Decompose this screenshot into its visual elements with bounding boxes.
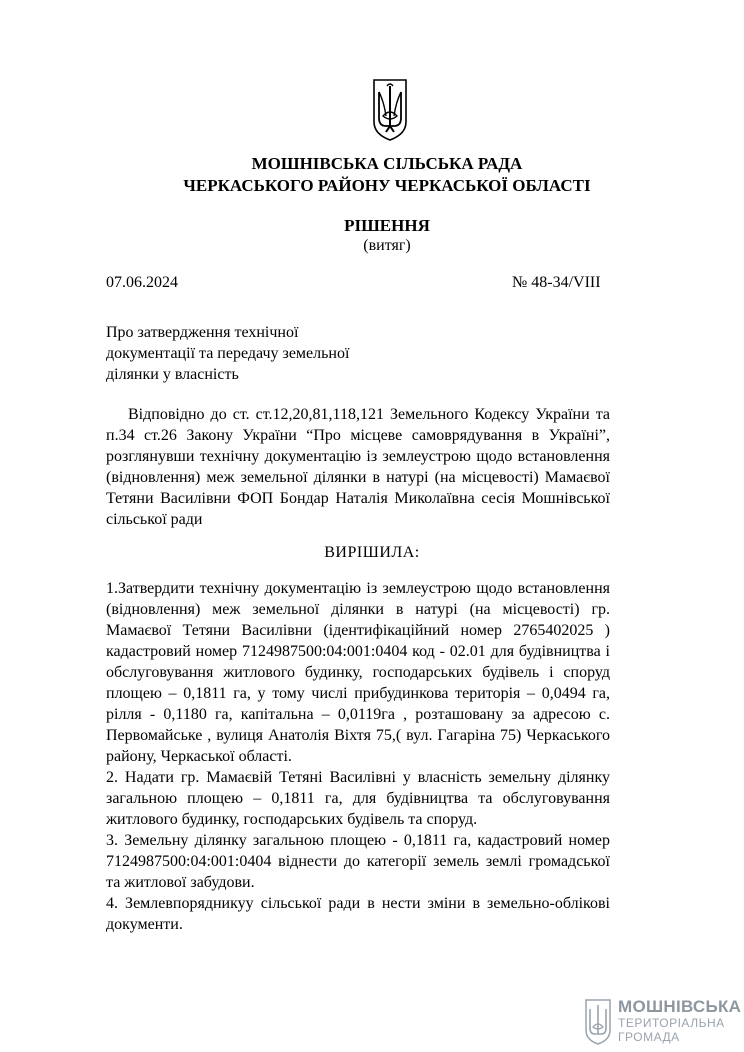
subject-line: документації та передачу земельної [106,345,350,362]
document-subject [106,322,406,385]
document-number: № 48-34/VIII [512,274,601,291]
subject-line: Про затвердження технічної [106,324,299,341]
preamble-paragraph: Відповідно до ст. ст.12,20,81,118,121 Земельного Кодексу України та п.34 ст.26 Закону України “Про місцеве самоврядування в Україні”, розглянувши технічну документацію із землеустрою щодо встановлення (відновлення) меж земельної ділянки в натурі (на місцевості) Мамаєвої Тетяни Василівни ФОП Бондар Наталія Миколаївна сесія Мошнівської сільської ради [106,406,610,528]
document-date: 07.06.2024 [106,274,178,291]
document-title: РІШЕННЯ [344,216,430,235]
resolution-item: 4. Землевпорядникуу сільської ради в нести зміни в земельно-облікові документи. [106,895,610,933]
logo-title: МОШНІВСЬКА [618,997,742,1016]
council-region: ЧЕРКАСЬКОГО РАЙОНУ ЧЕРКАСЬКОЇ ОБЛАСТІ [183,176,591,195]
trident-logo-icon [584,998,612,1046]
resolution-items [106,578,610,935]
resolution-item: 1.Затвердити технічну документацію із землеустрою щодо встановлення (відновлення) меж земельної ділянки в натурі (на місцевості) гр. Мамаєвої Тетяни Василівни (ідентифікаційний номер 2765402025 ) кадастровий номер 7124987500:04:001:0404 код - 02.01 для будівництва і обслуговування житлового будинку, господарських будівель і споруд площею – 0,1811 га, у тому числі прибудинкова територія – 0,0494 га, рілля - 0,1180 га, капітальна – 0,0119га , розташовану за адресою с. Первомайське , вулиця Анатолія Віхтя 75,( вул. Гагаріна 75) Черкаського району, Черкаської області. [106,580,610,765]
community-logo [584,996,744,1052]
resolution-item: 2. Надати гр. Мамаєвій Тетяні Василівні у власність земельну ділянку загальною площею – 0,1811 га, для будівництва та обслуговування житлового будинку, господарських будівель та споруд. [106,769,610,828]
resolution-item: 3. Земельну ділянку загальною площею - 0,1811 га, кадастровий номер 7124987500:04:001:0404 віднести до категорії земель землі громадської та житлової забудови. [106,832,610,891]
resolved-heading: ВИРІШИЛА: [324,544,420,561]
subject-line: ділянки у власність [106,366,239,383]
logo-text [618,998,741,1044]
council-name: МОШНІВСЬКА СІЛЬСЬКА РАДА [251,154,523,173]
logo-subtitle: ГРОМАДА [618,1030,680,1044]
document-subtitle: (витяг) [363,237,411,254]
ukraine-trident-emblem-icon [372,78,408,142]
logo-subtitle: ТЕРИТОРІАЛЬНА [618,1016,725,1030]
